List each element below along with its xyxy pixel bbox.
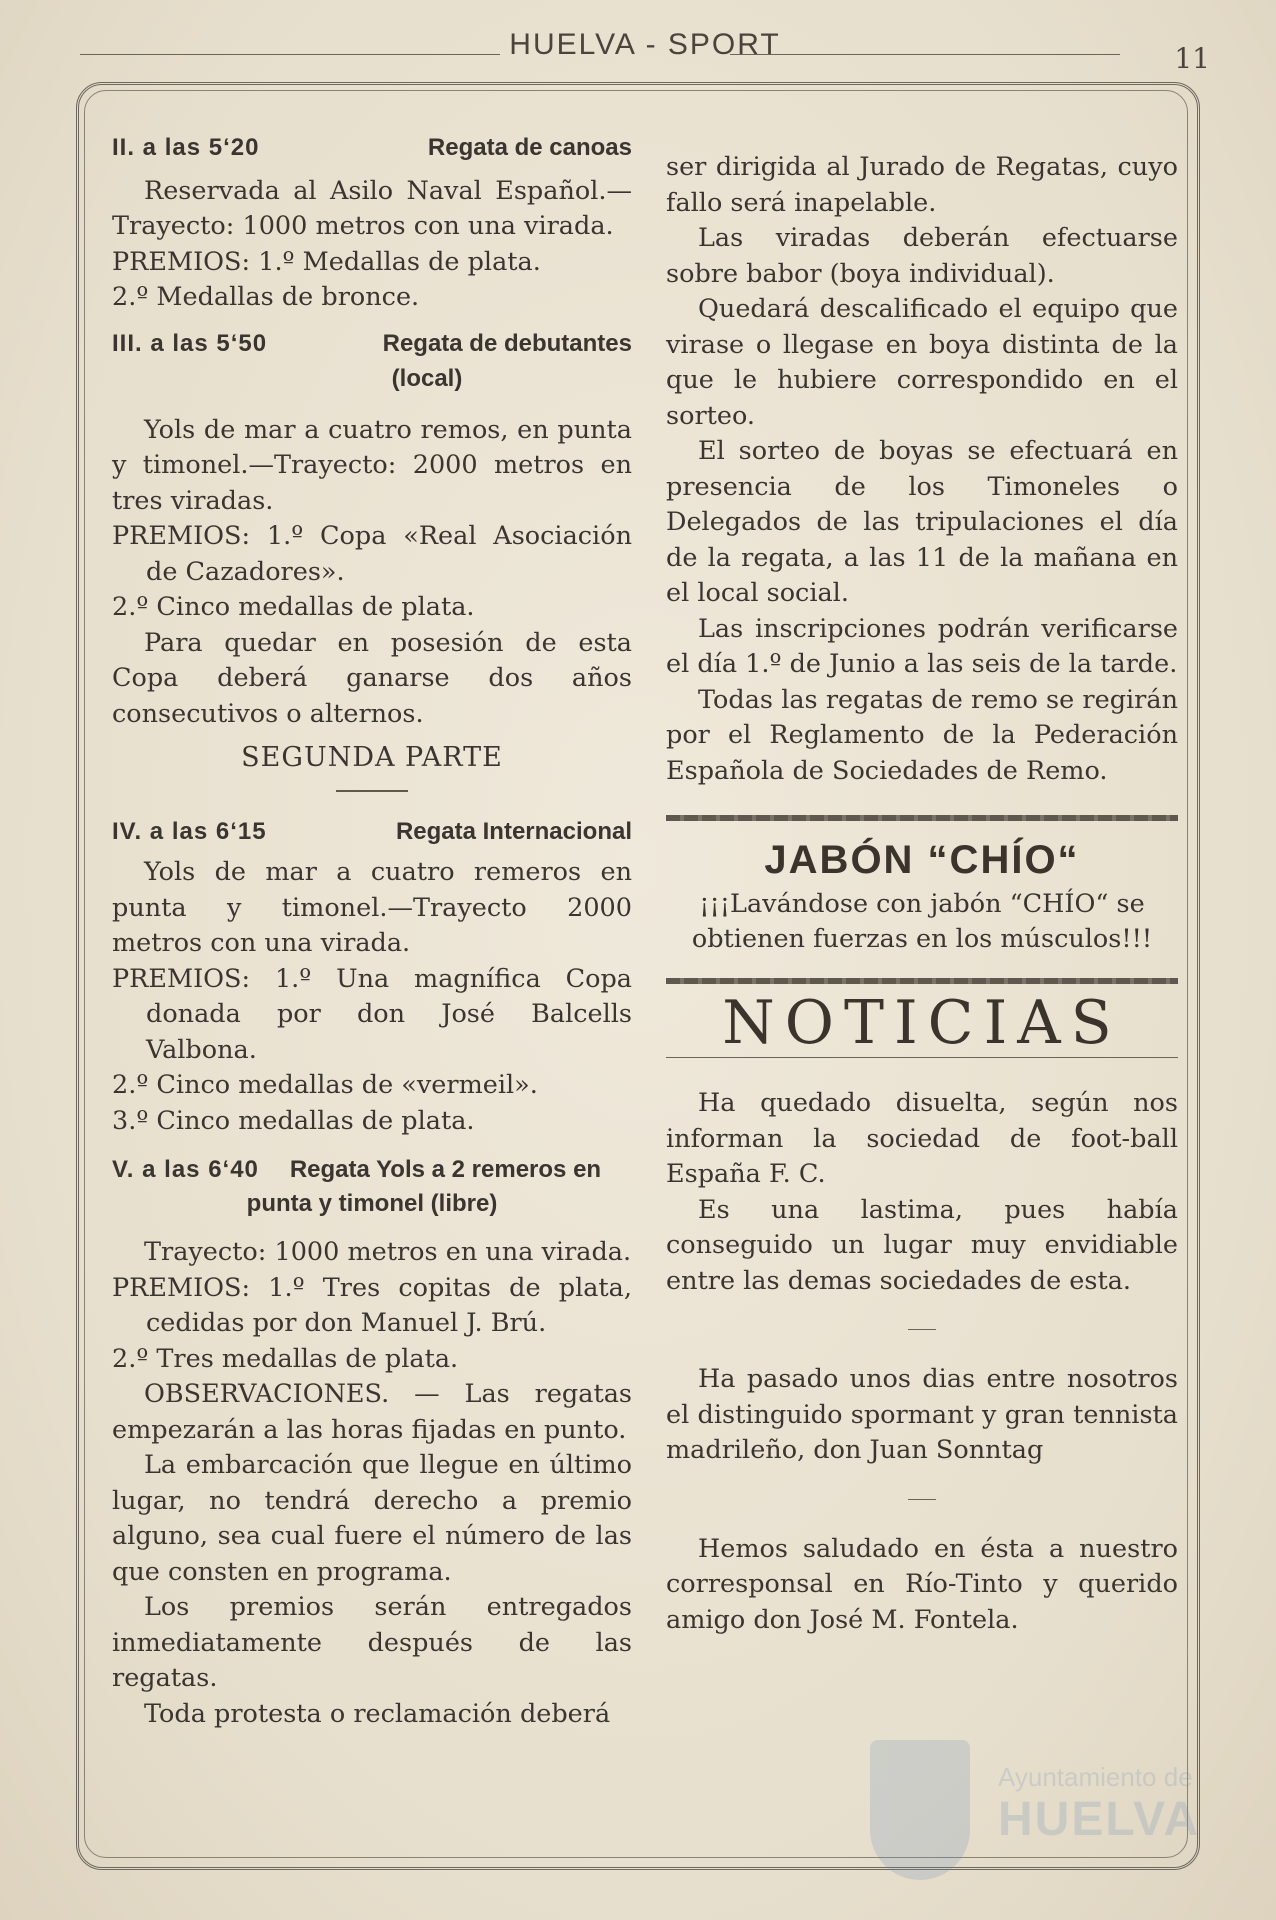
section-iii-heading [112,326,632,362]
rules-disqualification: Quedará descalificado el equipo que virase o llegase en boya distinta de la que le hubiere correspondido en el sorteo. [666,294,1178,431]
rules-turns: Las viradas deberán efectuarse sobre babor (boya individual). [666,223,1178,289]
rules-continued: ser dirigida al Jurado de Regatas, cuyo fallo será inapelable. [666,152,1178,218]
observations-3: Los premios serán entregados inmediatamente después de las regatas. [112,1592,632,1693]
section-iii-subtitle: (local) [391,365,463,392]
rules-regulation: Todas las regatas de remo se regirán por el Reglamento de la Pederación Española de Sociedades de Remo. [666,684,1178,786]
news-title: NOTICIAS [722,987,1122,1058]
section-iii-prize-2: 2.º Cinco medallas de plata. [112,592,475,622]
right-column [666,150,1178,1638]
ad-top-bar [666,815,1178,821]
ad-text: ¡¡¡Lavándose con jabón “CHÍO“ se obtienen fuerzas en los músculos!!! [691,888,1153,954]
observations-4: Toda protesta o reclamación deberá [144,1698,611,1729]
page-number: 11 [1174,42,1210,75]
section-v-text: Trayecto: 1000 metros en una virada. [144,1237,632,1267]
section-iv-prize-3: 3.º Cinco medallas de plata. [112,1105,475,1136]
section-iii-number: III. a las 5‘50 [112,329,268,357]
section-v-prize-2: 2.º Tres medallas de plata. [112,1343,459,1374]
ad-title: JABÓN “CHÍO“ [764,838,1080,882]
news-separator-2 [908,1499,936,1500]
section-iv-text: Yols de mar a cuatro remeros en punta y timonel.—Trayecto 2000 metros con una virada. [112,857,632,958]
rules-draw: El sorteo de boyas se efectuará en presencia de los Timoneles o Delegados de las tripulaciones el día de la regata, a las 11 de la mañana en el local social. [666,436,1178,608]
news-item-4: Hemos saludado en ésta a nuestro corresponsal en Río-Tinto y querido amigo don José M. Fontela. [666,1533,1178,1635]
part-two-rule [336,790,408,792]
section-ii-prize-2: 2.º Medallas de bronce. [112,282,420,312]
section-iii-note: Para quedar en posesión de esta Copa deberá ganarse dos años consecutivos o alternos. [112,627,632,729]
observations-2: La embarcación que llegue en último lugar, no tendrá derecho a premio alguno, sea cual fuere el número de las que consten en programa. [112,1450,632,1587]
section-ii-heading [112,130,632,166]
section-iii-text: Yols de mar a cuatro remos, en punta y timonel.—Trayecto: 2000 metros en tres viradas. [112,414,632,516]
watermark-line-2: HUELVA [998,1793,1201,1846]
news-item-3: Ha pasado unos dias entre nosotros el distinguido spormant y gran tennista madrileño, don Juan Sonntag [666,1364,1178,1465]
section-v-heading [112,1153,632,1221]
news-item-1: Ha quedado disuelta, según nos informan la sociedad de foot-ball España F. C. [666,1088,1178,1189]
section-ii-prize-1: PREMIOS: 1.º Medallas de plata. [112,246,541,277]
section-v-prize-1: PREMIOS: 1.º Tres copitas de plata, cedidas por don Manuel J. Brú. [112,1272,632,1338]
section-iv-number: IV. a las 6‘15 [112,817,267,845]
section-iv-prize-2: 2.º Cinco medallas de «vermeil». [112,1070,538,1100]
section-ii-number: II. a las 5‘20 [112,134,260,161]
section-ii-title: Regata de canoas [427,134,632,161]
section-iii-prize-1: PREMIOS: 1.º Copa «Real Asociación de Cazadores». [112,521,632,587]
section-ii-text: Reservada al Asilo Naval Español.— Trayecto: 1000 metros con una virada. [112,175,632,241]
ad-bottom-bar [666,978,1178,984]
section-v-title: Regata Yols a 2 remeros en punta y timonel (libre) [246,1156,602,1217]
page-header [80,28,1210,75]
section-iv-prize-1: PREMIOS: 1.º Una magnífica Copa donada por don José Balcells Valbona. [112,963,632,1065]
news-item-2: Es una lastima, pues había conseguido un lugar muy envidiable entre las demas sociedades de esta. [666,1194,1178,1296]
left-column [112,122,632,1732]
observations: OBSERVACIONES. — Las regatas empezarán a las horas fijadas en punto. [112,1379,632,1445]
section-iv-heading [112,814,632,850]
magazine-title: HUELVA - SPORT [509,28,781,61]
section-v-number: V. a las 6‘40 [112,1156,259,1183]
news-separator-1 [908,1329,936,1330]
rules-registration: Las inscripciones podrán verificarse el día 1.º de Junio a las seis de la tarde. [666,613,1178,679]
watermark [870,1700,1210,1900]
section-iv-title: Regata Internacional [395,817,632,845]
section-iii-title: Regata de debutantes [382,329,632,357]
part-two-title: SEGUNDA PARTE [241,742,503,773]
city-shield-icon [870,1740,970,1880]
watermark-line-1: Ayuntamiento de [998,1762,1193,1792]
